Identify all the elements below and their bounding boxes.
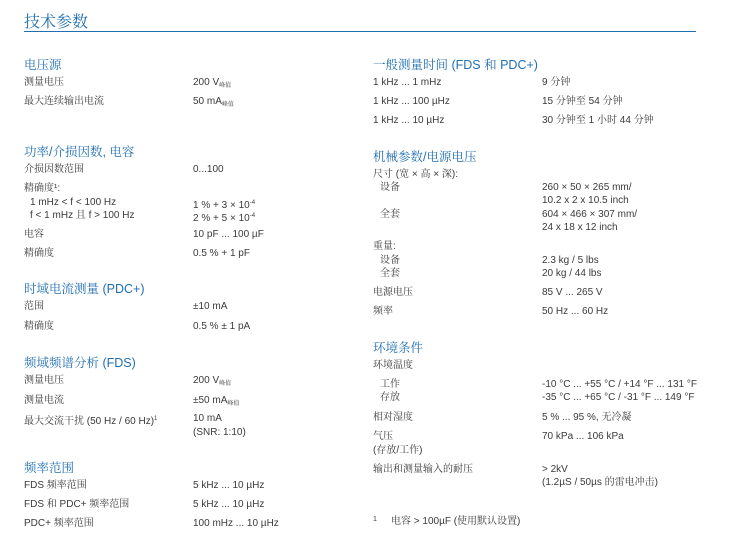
spec-label: 全套	[380, 209, 400, 220]
spec-label: 范围	[24, 301, 44, 312]
spec-value: 30 分钟至 1 小时 44 分钟	[542, 115, 654, 126]
spec-label: 1 kHz ... 1 mHz	[373, 77, 442, 88]
spec-value: 2.3 kg / 5 lbs	[542, 255, 599, 266]
section-heading-pdc: 时域电流测量 (PDC+)	[24, 282, 145, 296]
footnote-mark: 1	[154, 416, 158, 422]
spec-label: 精确度	[24, 321, 54, 332]
section-heading-voltage-source: 电压源	[24, 58, 62, 72]
spec-value: 85 V ... 265 V	[542, 287, 603, 298]
spec-label: 设备	[380, 255, 400, 266]
spec-label: 最大交流干扰 (50 Hz / 60 Hz)$^1$	[24, 416, 158, 427]
spec-label: 频率	[373, 306, 393, 317]
spec-value: 10.2 x 2 x 10.5 inch	[542, 195, 629, 206]
spec-value: 5 % ... 95 %, 无冷凝	[542, 412, 632, 423]
section-heading-measurement-time: 一般测量时间 (FDS 和 PDC+)	[373, 58, 538, 72]
spec-value: 100 mHz ... 10 µHz	[193, 518, 279, 529]
spec-label: FDS 频率范围	[24, 480, 87, 491]
spec-label: 气压	[373, 431, 393, 442]
spec-value: 260 × 50 × 265 mm/	[542, 182, 632, 193]
spec-label: 设备	[380, 182, 400, 193]
spec-label: FDS 和 PDC+ 频率范围	[24, 499, 130, 510]
spec-value: 24 x 18 x 12 inch	[542, 222, 618, 233]
section-heading-frequency-range: 频率范围	[24, 461, 75, 475]
section-heading-power-factor: 功率/介损因数, 电容	[24, 145, 135, 159]
spec-label: PDC+ 频率范围	[24, 518, 94, 529]
footnote-mark: 1	[373, 516, 377, 523]
spec-value: 10 mA	[193, 413, 222, 424]
spec-label: 测量电流	[24, 395, 64, 406]
spec-value: 10 pF ... 100 µF	[193, 229, 264, 240]
spec-value: 9 分钟	[542, 77, 571, 88]
section-heading-fds: 频域频谱分析 (FDS)	[24, 356, 136, 370]
spec-value: -10 °C ... +55 °C / +14 °F ... 131 °F	[542, 379, 697, 390]
spec-value: ±10 mA	[193, 301, 228, 312]
page-title: 技术参数	[24, 14, 89, 31]
spec-label: 尺寸 (宽 × 高 × 深):	[373, 169, 459, 180]
spec-label: 重量:	[373, 241, 396, 252]
spec-label: 存放	[380, 392, 400, 403]
spec-value: 50 Hz ... 60 Hz	[542, 306, 609, 317]
section-heading-mechanical: 机械参数/电源电压	[373, 150, 477, 164]
spec-label: f < 1 mHz 且 f > 100 Hz	[30, 210, 135, 221]
spec-label: 测量电压	[24, 77, 64, 88]
spec-label: 相对湿度	[373, 412, 413, 423]
spec-label: 精确度¹:	[24, 183, 61, 194]
spec-value: 5 kHz ... 10 µHz	[193, 480, 265, 491]
spec-label: 全套	[380, 268, 400, 279]
spec-label: (存放/工作)	[373, 445, 423, 456]
spec-value: 0...100	[193, 164, 224, 175]
spec-value: 200 $V_{峰值}$	[193, 77, 232, 89]
spec-value: 200 $V_{峰值}$	[193, 375, 232, 387]
spec-label: 介损因数范围	[24, 164, 84, 175]
footnote-text: 电容 > 100µF (使用默认设置)	[391, 516, 521, 527]
spec-value: (1.2µS / 50µs 的雷电冲击)	[542, 477, 658, 488]
spec-value: > 2kV	[542, 464, 568, 475]
title-divider	[24, 31, 696, 32]
spec-value: 50 $mA_{峰值}$	[193, 96, 234, 108]
spec-value: 20 kg / 44 lbs	[542, 268, 602, 279]
spec-value: 1 % + $3 \times 10^{-4}$	[193, 200, 256, 211]
spec-label: 1 kHz ... 100 µHz	[373, 96, 450, 107]
spec-label: 工作	[380, 379, 400, 390]
spec-value: 2 % + $5 \times 10^{-4}$	[193, 213, 256, 224]
spec-value: -35 °C ... +65 °C / -31 °F ... 149 °F	[542, 392, 695, 403]
spec-label: 环境温度	[373, 360, 413, 371]
spec-value: ±50 $mA_{峰值}$	[193, 395, 240, 407]
spec-label: 输出和测量输入的耐压	[373, 464, 473, 475]
spec-label: 1 kHz ... 10 µHz	[373, 115, 445, 126]
spec-label: 电源电压	[373, 287, 413, 298]
spec-label: 电容	[24, 229, 44, 240]
spec-note: (SNR: 1:10)	[193, 427, 246, 438]
section-heading-environment: 环境条件	[373, 341, 424, 355]
spec-label: 测量电压	[24, 375, 64, 386]
spec-label: 最大连续输出电流	[24, 96, 104, 107]
spec-label: 1 mHz < f < 100 Hz	[30, 197, 117, 208]
spec-value: 0.5 % ± 1 pA	[193, 321, 251, 332]
spec-value: 5 kHz ... 10 µHz	[193, 499, 265, 510]
spec-value: 604 × 466 × 307 mm/	[542, 209, 638, 220]
spec-label: 精确度	[24, 248, 54, 259]
spec-value: 70 kPa ... 106 kPa	[542, 431, 624, 442]
spec-value: 0.5 % + 1 pF	[193, 248, 250, 259]
spec-value: 15 分钟至 54 分钟	[542, 96, 623, 107]
